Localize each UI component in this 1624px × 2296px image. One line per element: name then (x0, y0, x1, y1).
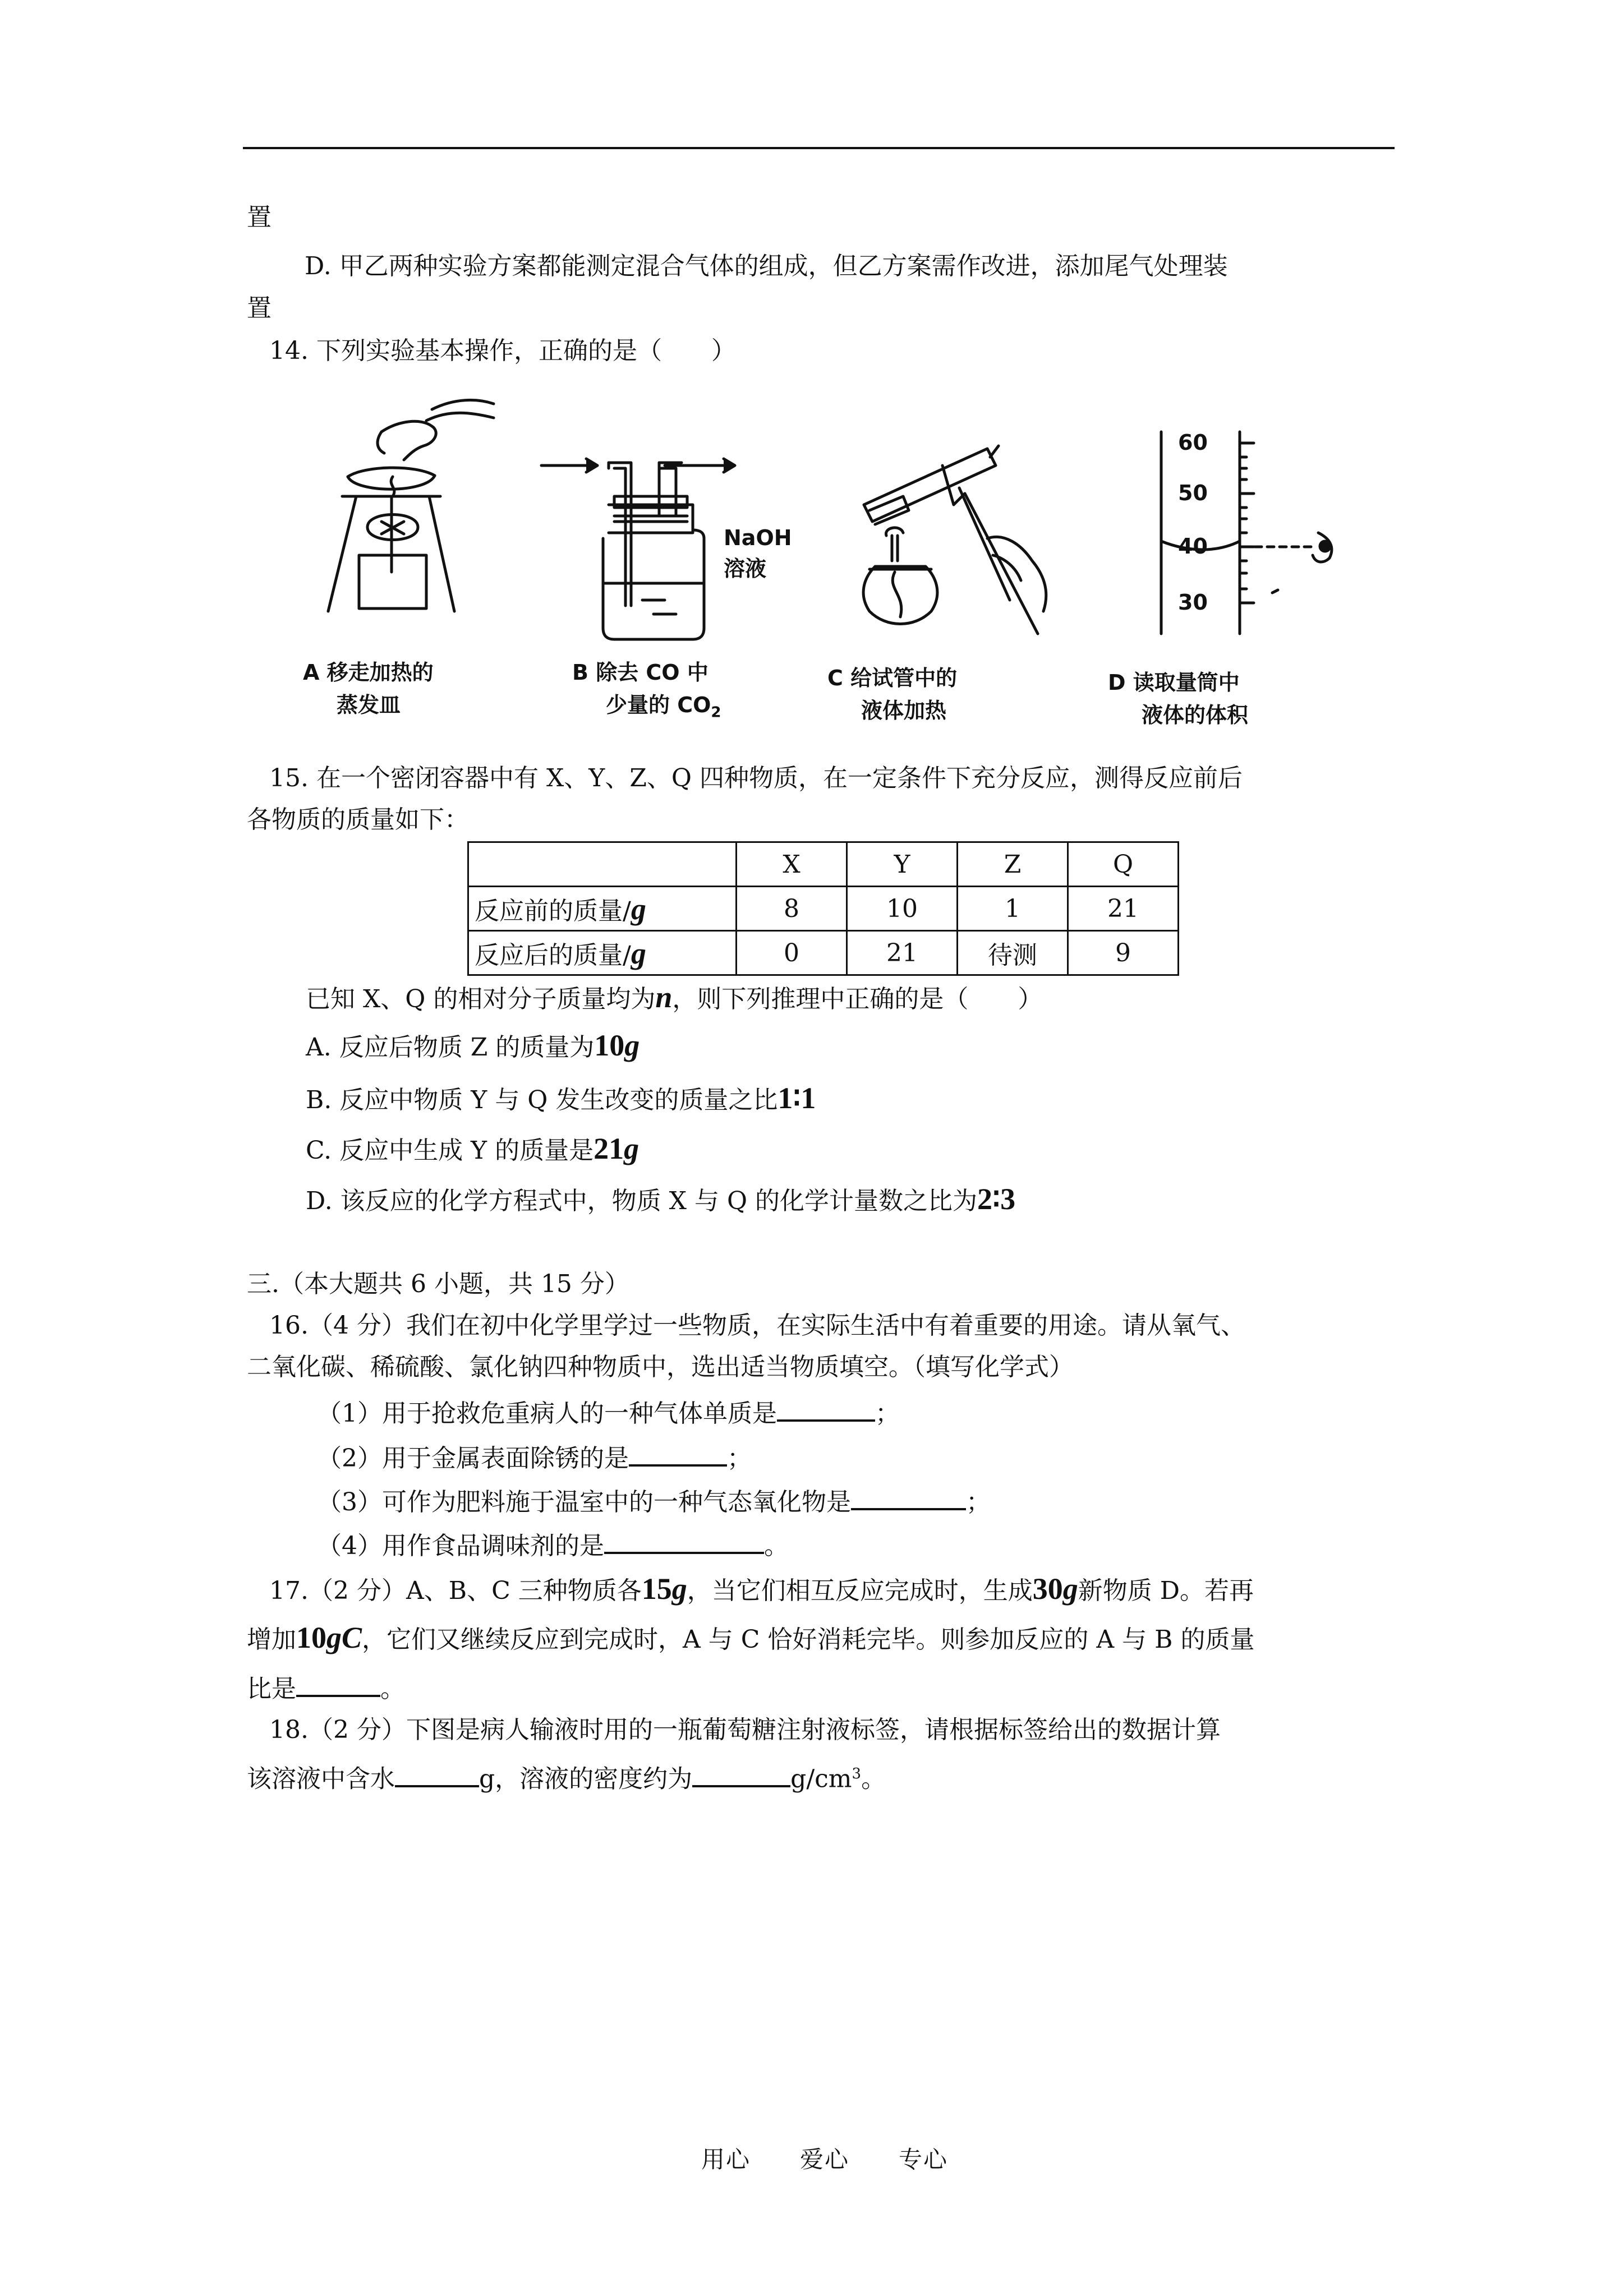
scale-40: 40 (1178, 534, 1208, 559)
mass-table (467, 841, 1179, 976)
caption-a-2: 蒸发皿 (337, 693, 401, 717)
scale-30: 30 (1178, 590, 1208, 615)
q16-item-4: （4）用作食品调味剂的是 。 (317, 1527, 789, 1562)
q14-stem: 14. 下列实验基本操作，正确的是（ ） (269, 336, 736, 365)
answer-blank[interactable] (777, 1395, 875, 1422)
q15-option-a: A. 反应后物质 Z 的质量为10g (306, 1029, 640, 1062)
caption-b-2: 少量的 $CO_2$ (606, 693, 721, 721)
table-cell: 21 (847, 931, 958, 975)
section3-title: 三.（本大题共 6 小题，共 15 分） (247, 1270, 629, 1298)
table-cell: 8 (737, 887, 847, 931)
table-header: X (737, 842, 847, 887)
q15-option-d: D. 该反应的化学方程式中，物质 X 与 Q 的化学计量数之比为2∶3 (306, 1182, 1016, 1216)
caption-d-1: D 读取量筒中 (1108, 670, 1240, 695)
q18-line-2: 该溶液中含水 g，溶液的密度约为 $g/cm^3$。 (247, 1758, 886, 1795)
table-header: Z (958, 842, 1068, 887)
evaporating-dish-figure (314, 387, 499, 623)
q15-option-b: B. 反应中物质 Y 与 Q 发生改变的质量之比1∶1 (306, 1081, 816, 1115)
q17-line-3: 比是 。 (247, 1670, 405, 1705)
q13-option-d-wrap: 置 (247, 294, 272, 322)
q16-item-3: （3）可作为肥料施于温室中的一种气态氧化物是 ； (317, 1483, 991, 1518)
q15-option-c: C. 反应中生成 Y 的质量是21g (306, 1132, 640, 1165)
caption-d-2: 液体的体积 (1142, 703, 1249, 727)
answer-blank[interactable] (296, 1670, 380, 1697)
q17-line-1: 17.（2 分）A、B、C 三种物质各15g，当它们相互反应完成时，生成30g新物质 D。若再 (269, 1572, 1254, 1606)
table-row (468, 931, 1179, 975)
test-tube-heating-figure (853, 426, 1088, 651)
q16-item-2: （2）用于金属表面除锈的是 ； (317, 1440, 752, 1474)
page-footer: 用心 爱心 专心 (701, 2146, 949, 2173)
q17-line-2: 增加10gC，它们又继续反应到完成时，A 与 C 恰好消耗完毕。则参加反应的 A 与 B 的质量 (247, 1621, 1255, 1654)
q13-option-d: D. 甲乙两种实验方案都能测定混合气体的组成，但乙方案需作改进，添加尾气处理装 (305, 252, 1228, 280)
caption-b-1: B 除去 CO 中 (572, 660, 709, 685)
answer-blank[interactable] (692, 1760, 790, 1787)
naoh-label: NaOH (724, 525, 792, 550)
answer-blank[interactable] (395, 1760, 479, 1787)
scale-60: 60 (1178, 430, 1208, 455)
table-cell: 9 (1068, 931, 1179, 975)
prev-fragment: 置 (247, 203, 272, 232)
caption-a-1: A 移走加热的 (303, 660, 434, 685)
q15-stem-2: 各物质的质量如下： (247, 805, 469, 834)
table-row (468, 887, 1179, 931)
table-cell: 0 (737, 931, 847, 975)
table-cell (468, 842, 737, 887)
q15-stem-1: 15. 在一个密闭容器中有 X、Y、Z、Q 四种物质，在一定条件下充分反应，测得反应前后 (269, 764, 1243, 792)
q16-item-1: （1）用于抢救危重病人的一种气体单质是 ； (317, 1395, 900, 1430)
caption-c-1: C 给试管中的 (827, 666, 958, 690)
q16-line-1: 16.（4 分）我们在初中化学里学过一些物质，在实际生活中有着重要的用途。请从氧气、 (269, 1311, 1245, 1340)
table-header: Q (1068, 842, 1179, 887)
row-label: 反应前的质量/g (468, 887, 737, 931)
table-cell: 待测 (958, 931, 1068, 975)
table-cell: 1 (958, 887, 1068, 931)
answer-blank[interactable] (604, 1527, 764, 1554)
solution-label: 溶液 (724, 556, 767, 581)
q18-line-1: 18.（2 分）下图是病人输液时用的一瓶葡萄糖注射液标签，请根据标签给出的数据计算 (269, 1716, 1221, 1744)
answer-blank[interactable] (851, 1483, 966, 1510)
gas-washing-bottle-figure (530, 432, 844, 645)
q16-line-2: 二氧化碳、稀硫酸、氯化钠四种物质中，选出适当物质填空。（填写化学式） (247, 1353, 1074, 1381)
row-label: 反应后的质量/g (468, 931, 737, 975)
caption-c-2: 液体加热 (861, 698, 947, 723)
header-rule (243, 147, 1395, 149)
table-cell: 21 (1068, 887, 1179, 931)
table-cell: 10 (847, 887, 958, 931)
q15-known: 已知 X、Q 的相对分子质量均为n，则下列推理中正确的是（ ） (306, 980, 1043, 1014)
table-header: Y (847, 842, 958, 887)
table-header-row (468, 842, 1179, 887)
scale-50: 50 (1178, 481, 1208, 505)
answer-blank[interactable] (629, 1440, 727, 1467)
